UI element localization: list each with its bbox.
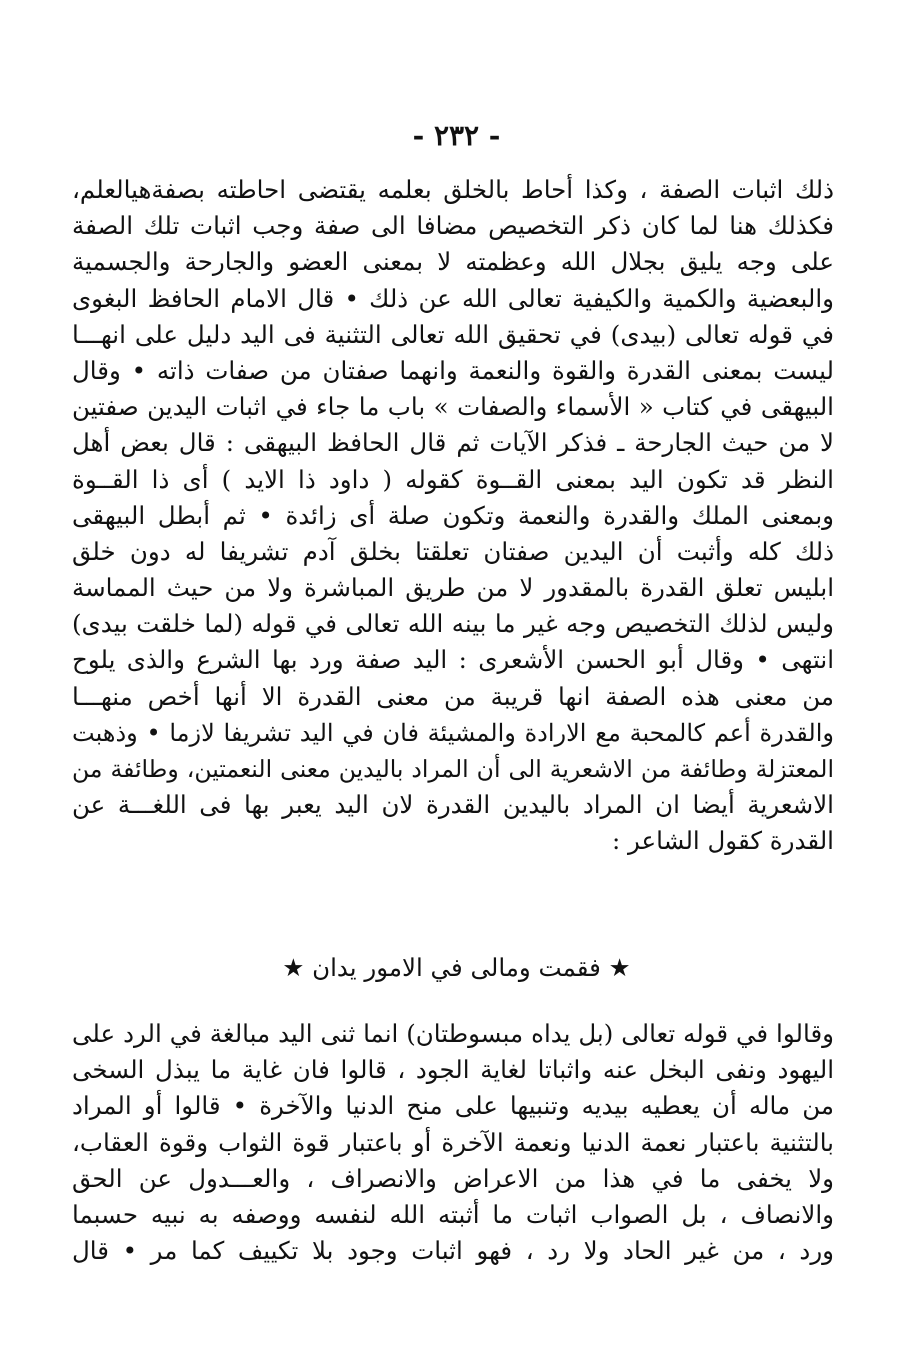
paragraph-1 xyxy=(72,172,834,860)
text-line: على وجه يليق بجلال الله وعظمته لا بمعنى العضو والجارحة والجسمية xyxy=(72,247,834,277)
text-line: والانصاف ، بل الصواب اثبات ما أثبته الله لنفسه ووصفه به نبيه حسبما xyxy=(72,1199,834,1229)
text-line: ليست بمعنى القدرة والقوة والنعمة وانهما صفتان من صفات ذاته • وقال xyxy=(72,355,834,385)
text-line: اليهود ونفى البخل عنه واثباتا لغاية الجود ، قالوا فان غاية ما يبذل السخى xyxy=(72,1055,834,1085)
text-line: من ماله أن يعطيه بيديه وتنبيها على منح الدنيا والآخرة • قالوا أو المراد xyxy=(72,1091,834,1121)
text-line: النظر قد تكون اليد بمعنى القــوة كقوله ( داود ذا الايد ) أى ذا القــوة xyxy=(72,464,834,494)
text-line: والقدرة أعم كالمحبة مع الارادة والمشيئة فان في اليد تشريفا لازما • وذهبت xyxy=(72,718,834,747)
poetry-verse: ★ فقمت ومالى في الامور يدان ★ xyxy=(282,953,631,982)
text-line: ذلك اثبات الصفة ، وكذا أحاط بالخلق بعلمه يقتضى احاطته بصفةهيالعلم، xyxy=(72,175,834,204)
text-line: فكذلك هنا لما كان ذكر التخصيص مضافا الى صفة وجب اثبات تلك الصفة xyxy=(72,211,834,241)
text-line: في قوله تعالى (بيدى) في تحقيق الله تعالى التثنية فى اليد دليل على انهـــا xyxy=(72,319,834,349)
text-line: الاشعرية أيضا ان المراد باليدين القدرة لان اليد يعبر بها فى اللغـــة عن xyxy=(72,790,834,820)
text-line: وبمعنى الملك والقدرة والنعمة وتكون صلة أى زائدة • ثم أبطل البيهقى xyxy=(72,500,834,530)
text-line: انتهى • وقال أبو الحسن الأشعرى : اليد صفة ورد بها الشرع والذى يلوح xyxy=(72,645,834,675)
text-line: ولا يخفى ما في هذا من الاعراض والانصراف ، والعـــدول عن الحق xyxy=(72,1163,834,1193)
text-line: ذلك كله وأثبت أن اليدين صفتان تعلقتا بخلق آدم تشريفا له دون خلق xyxy=(72,536,834,566)
text-line: بالتثنية باعتبار نعمة الدنيا ونعمة الآخرة أو باعتبار قوة الثواب وقوة العقاب، xyxy=(72,1127,834,1157)
text-line: ورد ، من غير الحاد ولا رد ، فهو اثبات وجود بلا تكييف كما مر • قال xyxy=(72,1236,834,1266)
text-line: المعتزلة وطائفة من الاشعرية الى أن المراد باليدين معنى النعمتين، وطائفة من xyxy=(72,755,834,783)
text-line: وليس لذلك التخصيص وجه غير ما بينه الله تعالى في قوله (لما خلقت بيدى) xyxy=(72,609,834,639)
text-line: البيهقى في كتاب « الأسماء والصفات » باب ما جاء في اثبات اليدين صفتين xyxy=(72,392,834,422)
text-line: والبعضية والكمية والكيفية تعالى الله عن ذلك • قال الامام الحافظ البغوى xyxy=(72,283,834,313)
text-line: من معنى هذه الصفة انها قريبة من معنى القدرة الا أنها أخص منهـــا xyxy=(72,681,834,711)
text-line: لا من حيث الجارحة ـ فذكر الآيات ثم قال الحافظ البيهقى : قال بعض أهل xyxy=(72,428,834,458)
text-line: وقالوا في قوله تعالى (بل يداه مبسوطتان) انما ثنى اليد مبالغة في الرد على xyxy=(72,1019,834,1048)
paragraph-2 xyxy=(72,1016,834,1269)
text-line: القدرة كقول الشاعر : xyxy=(611,826,834,856)
page-number: - ٢٣٢ - xyxy=(412,119,501,152)
text-line: ابليس تعلق القدرة بالمقدور لا من طريق المباشرة ولا من حيث المماسة xyxy=(72,573,834,603)
